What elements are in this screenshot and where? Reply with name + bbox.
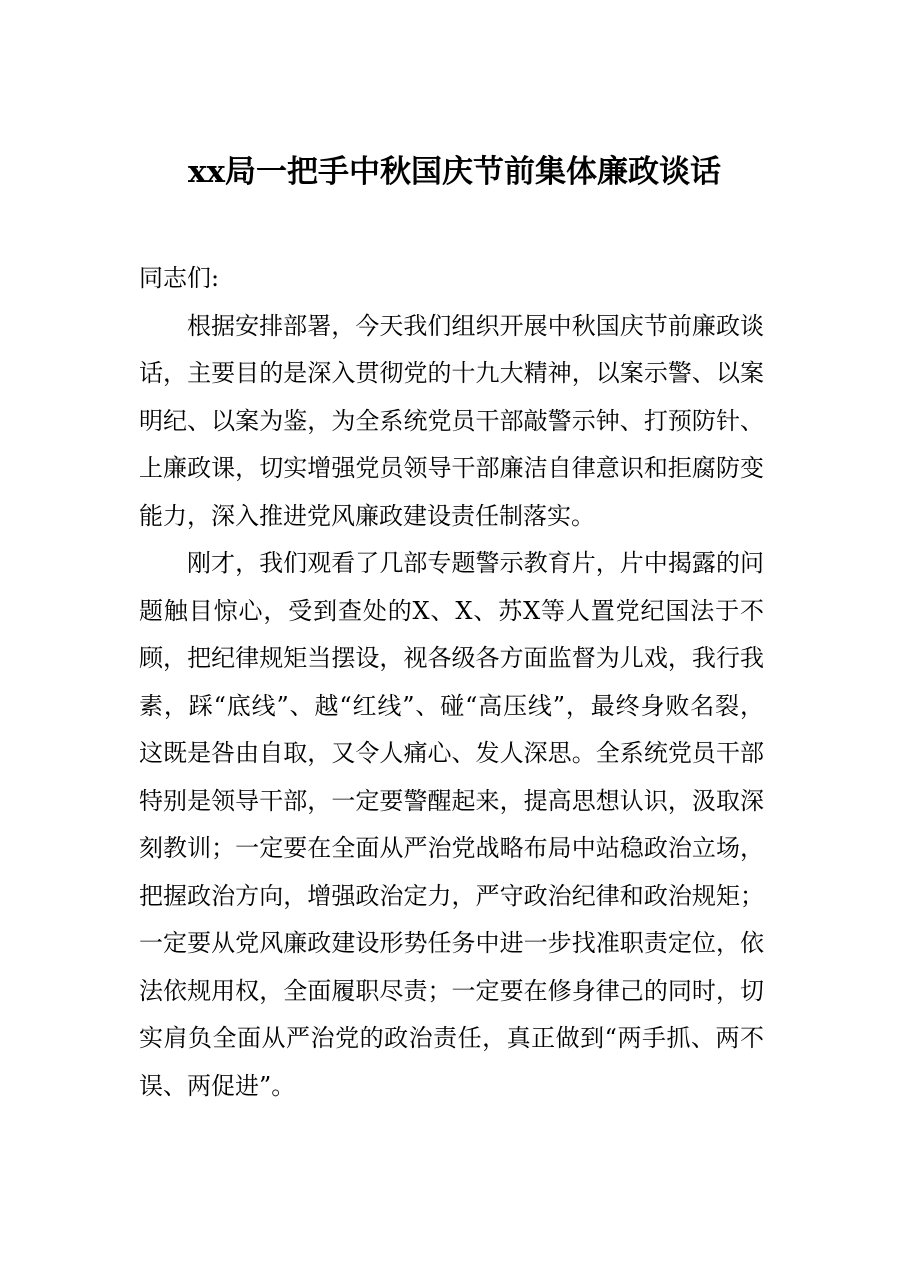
paragraph-1: 根据安排部署，今天我们组织开展中秋国庆节前廉政谈话，主要目的是深入贯彻党的十九大精神，以案示警、以案明纪、以案为鉴，为全系统党员干部敲警示钟、打预防针、上廉政课，切实增强党员领导干部廉洁自律意识和拒腐防变能力，深入推进党风廉政建设责任制落实。 — [139, 311, 764, 530]
document-title: xx局一把手中秋国庆节前集体廉政谈话 — [188, 154, 721, 190]
salutation: 同志们: — [139, 264, 220, 292]
document-body — [139, 255, 764, 1110]
paragraph-2: 刚才，我们观看了几部专题警示教育片，片中揭露的问题触目惊心，受到查处的X、X、苏X等人置党纪国法于不顾，把纪律规矩当摆设，视各级各方面监督为儿戏，我行我素，踩“底线”、越“红线”、碰“高压线”，最终身败名裂，这既是咎由自取，又令人痛心、发人深思。全系统党员干部特别是领导干部，一定要警醒起来，提高思想认识，汲取深刻教训；一定要在全面从严治党战略布局中站稳政治立场，把握政治方向，增强政治定力，严守政治纪律和政治规矩；一定要从党风廉政建设形势任务中进一步找准职责定位，依法依规用权，全面履职尽责；一定要在修身律己的同时，切实肩负全面从严治党的政治责任，真正做到“两手抓、两不误、两促进”。 — [139, 549, 764, 1100]
